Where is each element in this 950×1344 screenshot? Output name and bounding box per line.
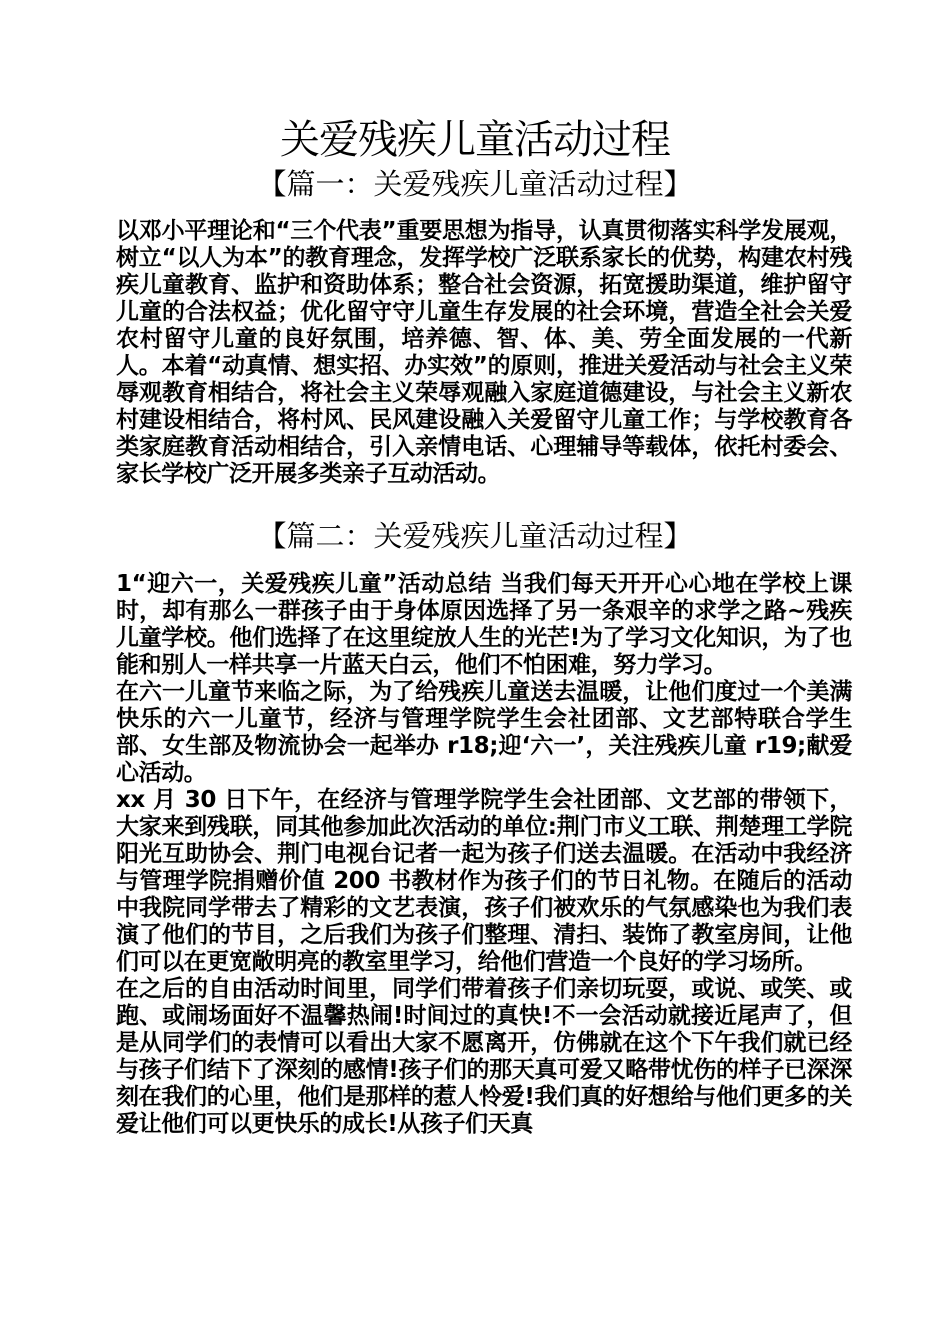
- section-1-body: [116, 218, 852, 488]
- section-heading-2: 【篇二：关爱残疾儿童活动过程】: [257, 519, 693, 553]
- document-title: 关爱残疾儿童活动过程: [280, 117, 670, 163]
- paragraph: xx 月 30 日下午，在经济与管理学院学生会社团部、文艺部的带领下，大家来到残联，同其他参加此次活动的单位:荆门市义工联、荆楚理工学院阳光互助协会、荆门电视台记者一起为孩子们送去温暖。在活动中我经济与管理学院捐赠价值 200 书教材作为孩子们的节日礼物。在随后的活动中我院同学带去了精彩的文艺表演，孩子们被欢乐的气氛感染也为我们表演了他们的节目，之后我们为孩子们整理、清扫、装饰了教室房间，让他们可以在更宽敞明亮的教室里学习，给他们营造一个良好的学习场所。: [116, 787, 852, 975]
- section-heading-1: 【篇一：关爱残疾儿童活动过程】: [257, 167, 693, 201]
- paragraph: 在之后的自由活动时间里，同学们带着孩子们亲切玩耍，或说、或笑、或跑、或闹场面好不温馨热闹!时间过的真快!不一会活动就接近尾声了，但是从同学们的表情可以看出大家不愿离开，仿佛就在这个下午我们就已经与孩子们结下了深刻的感情!孩子们的那天真可爱又略带忧伤的样子已深深刻在我们的心里，他们是那样的惹人怜爱!我们真的好想给与他们更多的关爱让他们可以更快乐的成长!从孩子们天真: [116, 976, 852, 1137]
- paragraph: 1“迎六一，关爱残疾儿童”活动总结 当我们每天开开心心地在学校上课时，却有那么一群孩子由于身体原因选择了另一条艰辛的求学之路~残疾儿童学校。他们选择了在这里绽放人生的光芒!为了学习文化知识，为了也能和别人一样共享一片蓝天白云，他们不怕困难，努力学习。: [116, 571, 852, 678]
- section-2-body: [116, 571, 852, 1138]
- paragraph: 在六一儿童节来临之际，为了给残疾儿童送去温暖，让他们度过一个美满快乐的六一儿童节，经济与管理学院学生会社团部、文艺部特联合学生部、女生部及物流协会一起举办 r18;迎‘六一’，关注残疾儿童 r19;献爱心活动。: [116, 679, 852, 786]
- paragraph: 以邓小平理论和“三个代表”重要思想为指导，认真贯彻落实科学发展观，树立“以人为本”的教育理念，发挥学校广泛联系家长的优势，构建农村残疾儿童教育、监护和资助体系；整合社会资源，拓宽援助渠道，维护留守儿童的合法权益；优化留守守儿童生存发展的社会环境，营造全社会关爱农村留守儿童的良好氛围，培养德、智、体、美、劳全面发展的一代新人。本着“动真情、想实招、办实效”的原则，推进关爱活动与社会主义荣辱观教育相结合，将社会主义荣辱观融入家庭道德建设，与社会主义新农村建设相结合，将村风、民风建设融入关爱留守儿童工作；与学校教育各类家庭教育活动相结合，引入亲情电话、心理辅导等载体，依托村委会、家长学校广泛开展多类亲子互动活动。: [116, 218, 852, 487]
